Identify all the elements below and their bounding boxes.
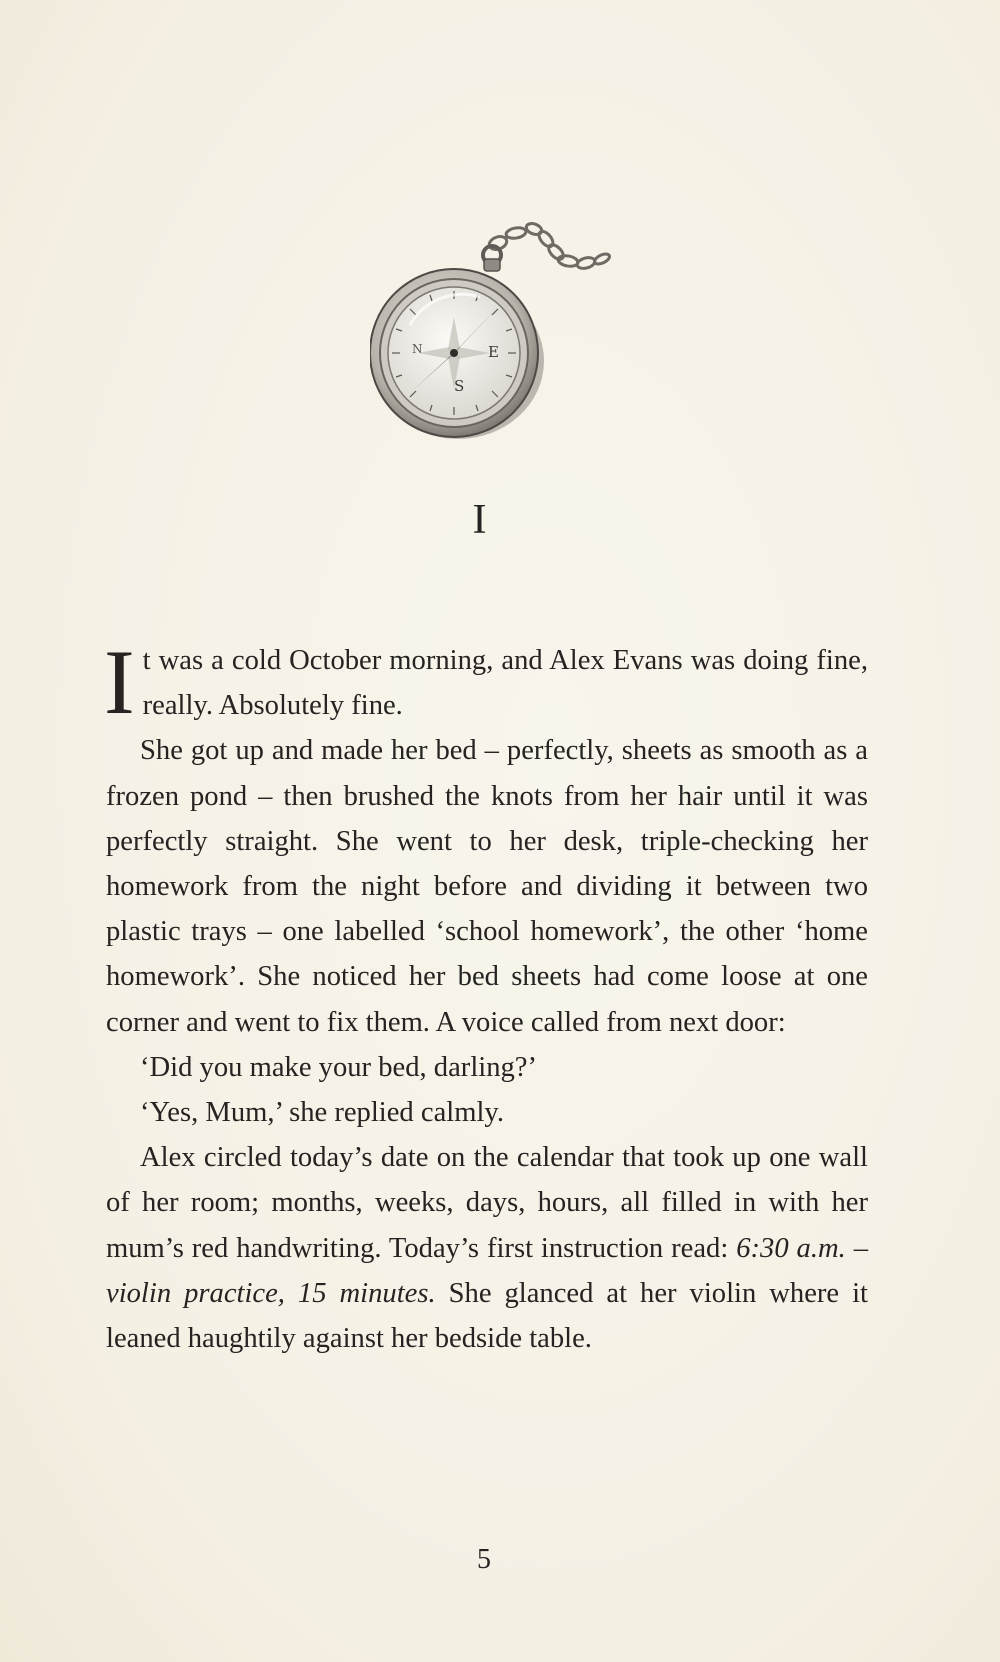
compass-letter-north: N: [412, 342, 423, 356]
chapter-text: [104, 631, 868, 1361]
pocket-compass-icon: [370, 215, 670, 455]
paragraph-2: She got up and made her bed – perfectly, sheets as smooth as a frozen pond – then brushed the knots from her hair until it was perfectly straight. She went to her desk, triple-checking her homework from the night before and dividing it between two plastic trays – one labelled ‘school homework’, the other ‘home homework’. She noticed her bed sheets had come loose at one corner and went to fix them. A voice called from next door:: [106, 735, 868, 1038]
page-number: 5: [477, 1544, 491, 1575]
paragraph-5-text-b: She glanced at her violin where it leaned haughtily against her bedside table.: [106, 1277, 868, 1355]
compass-letter-east: E: [488, 343, 499, 361]
compass-letter-south: S: [454, 377, 465, 395]
paragraph-5: [106, 1135, 868, 1361]
paragraph-1-text: t was a cold October morning, and Alex Evans was doing fine, really. Absolutely fine.: [142, 645, 868, 722]
paragraph-1: [104, 631, 868, 733]
paragraph-5-text-a: Alex circled today’s date on the calendar that took up one wall of her room; months, weeks, days, hours, all filled in with her mum’s red handwriting. Today’s first instruction read:: [106, 1142, 868, 1264]
paragraph-5-instruction: 6:30 a.m. – violin practice, 15 minutes.: [106, 1232, 868, 1309]
paragraph-4: ‘Yes, Mum,’ she replied calmly.: [140, 1097, 504, 1129]
paragraph-3: ‘Did you make your bed, darling?’: [140, 1051, 538, 1083]
drop-cap: I: [104, 631, 135, 733]
chapter-number: I: [472, 497, 488, 543]
